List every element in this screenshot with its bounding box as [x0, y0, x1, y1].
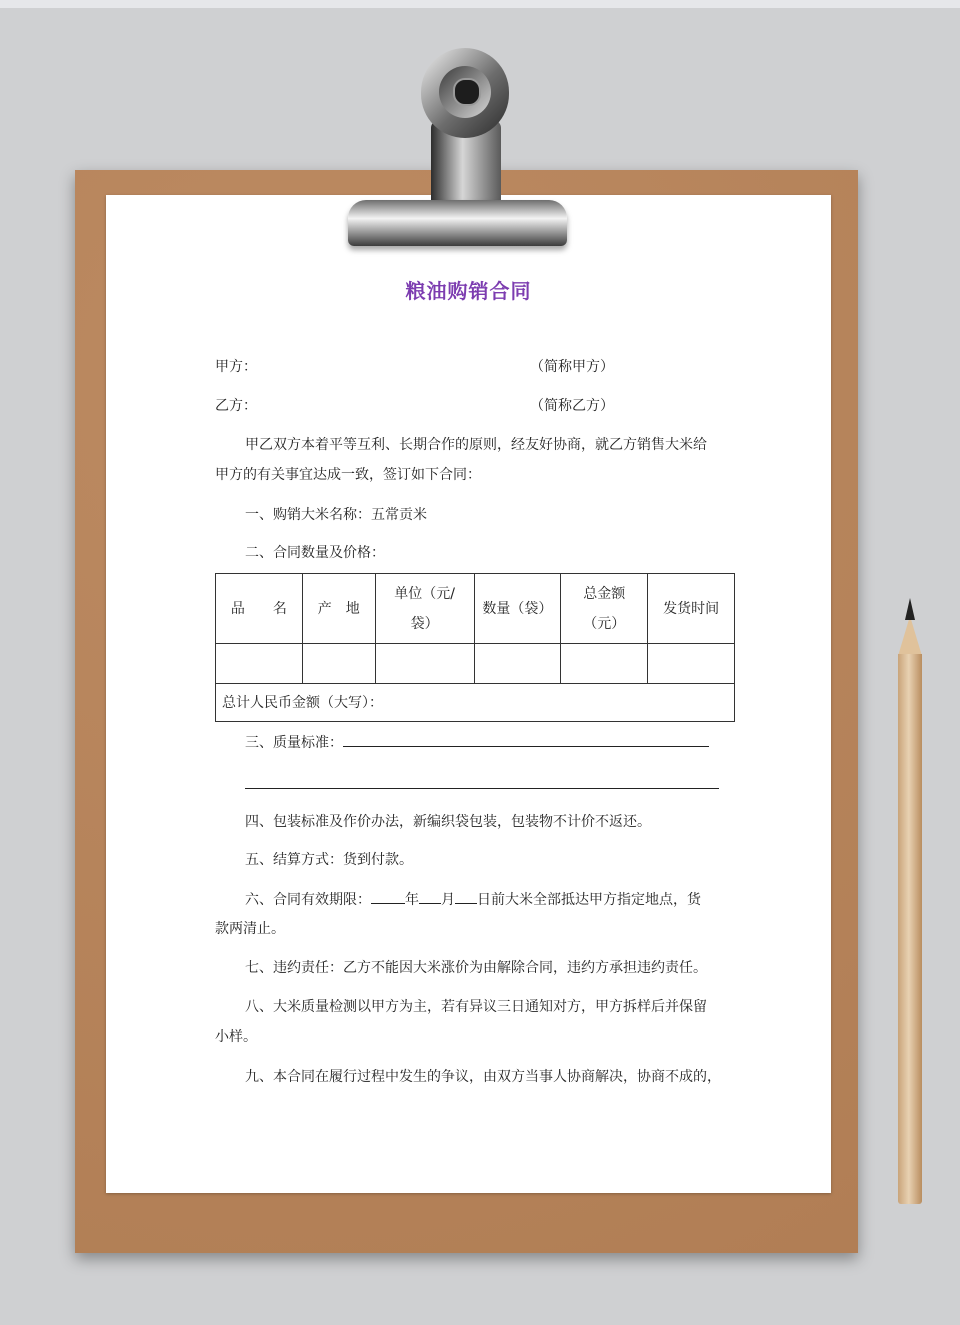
header-ship-time: 发货时间	[648, 574, 735, 644]
cell-ship-time[interactable]	[648, 644, 735, 684]
intro-line-2: 甲方的有关事宜达成一致，签订如下合同：	[215, 467, 481, 483]
cell-quantity[interactable]	[474, 644, 561, 684]
party-b-note: （简称乙方）	[530, 398, 614, 414]
clause-4: 四、包装标准及作价办法，新编织袋包装，包装物不计价不返还。	[245, 814, 651, 830]
clause-5: 五、结算方式：货到付款。	[245, 852, 413, 868]
header-unit-price: 单位（元/ 袋）	[375, 574, 474, 644]
clause-7: 七、违约责任：乙方不能因大米涨价为由解除合同，违约方承担违约责任。	[245, 960, 707, 976]
party-b-label: 乙方：	[215, 398, 257, 414]
header-origin: 产 地	[302, 574, 375, 644]
goods-table	[215, 573, 735, 722]
cell-origin[interactable]	[302, 644, 375, 684]
party-a-note: （简称甲方）	[530, 359, 614, 375]
total-amount-label: 总计人民币金额（大写）：	[216, 684, 735, 722]
clause-3	[245, 732, 709, 753]
day-blank[interactable]	[455, 889, 477, 904]
clause-1: 一、购销大米名称：五常贡米	[245, 507, 427, 523]
header-quantity: 数量（袋）	[474, 574, 561, 644]
clip-ring	[421, 48, 509, 138]
table-row	[216, 644, 735, 684]
month-blank[interactable]	[419, 889, 441, 904]
cell-unit-price[interactable]	[375, 644, 474, 684]
top-bar	[0, 0, 960, 8]
binder-clip	[345, 48, 570, 248]
quality-standard-blank[interactable]	[343, 732, 709, 747]
clause-3-label: 三、质量标准：	[245, 735, 343, 751]
quality-standard-blank-line-2[interactable]	[245, 774, 719, 789]
clip-base	[348, 200, 567, 246]
cell-product-name[interactable]	[216, 644, 303, 684]
clause-6: 六、合同有效期限： 年 月 日前大米全部抵达甲方指定地点，货	[245, 889, 701, 910]
clause-8-line-2: 小样。	[215, 1029, 257, 1045]
year-blank[interactable]	[371, 889, 405, 904]
document-title: 粮油购销合同	[405, 279, 532, 303]
header-product-name: 品 名	[216, 574, 303, 644]
pencil	[896, 598, 924, 1204]
header-total-amount: 总金额 （元）	[561, 574, 648, 644]
clause-2: 二、合同数量及价格：	[245, 545, 385, 561]
clause-6-line-2: 款两清止。	[215, 921, 285, 937]
table-header-row	[216, 574, 735, 644]
intro-line-1: 甲乙双方本着平等互利、长期合作的原则，经友好协商，就乙方销售大米给	[245, 437, 707, 453]
clause-8-line-1: 八、大米质量检测以甲方为主，若有异议三日通知对方，甲方拆样后并保留	[245, 999, 707, 1015]
cell-total-amount[interactable]	[561, 644, 648, 684]
party-a-label: 甲方：	[215, 359, 257, 375]
clause-9: 九、本合同在履行过程中发生的争议，由双方当事人协商解决，协商不成的，	[245, 1069, 721, 1085]
table-total-row	[216, 684, 735, 722]
